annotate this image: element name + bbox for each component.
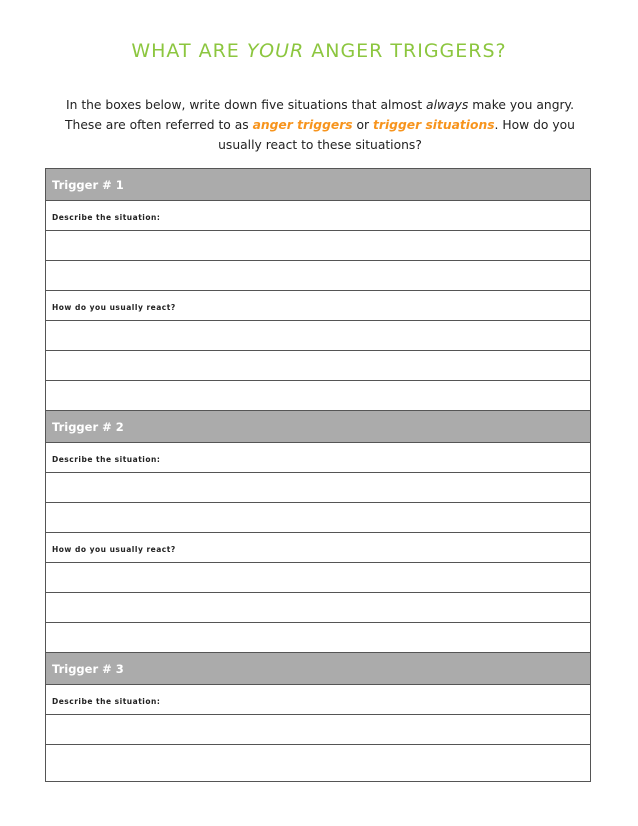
trigger-1-react-line-2[interactable] <box>46 350 590 380</box>
trigger-2-header <box>46 410 590 442</box>
trigger-2-react-line-1[interactable] <box>46 562 590 592</box>
trigger-2-react-label: How do you usually react? <box>52 545 176 554</box>
intro-text-1: In the boxes below, write down five situations that almost <box>65 98 427 112</box>
intro-text-3: or <box>352 118 374 132</box>
trigger-2-describe-label: Describe the situation: <box>52 455 161 464</box>
trigger-3-title: Trigger # 3 <box>52 662 124 676</box>
trigger-worksheet <box>45 168 591 782</box>
title-emphasis: YOUR <box>246 40 305 62</box>
trigger-3-describe-label-row <box>46 684 590 714</box>
trigger-2-react-label-row <box>46 532 590 562</box>
trigger-1-react-label: How do you usually react? <box>52 303 176 312</box>
trigger-1-describe-label-row <box>46 200 590 230</box>
trigger-2-describe-line-2[interactable] <box>46 502 590 532</box>
trigger-3-describe-line-2[interactable] <box>46 744 590 774</box>
instructions <box>55 95 585 155</box>
trigger-1-describe-line-2[interactable] <box>46 260 590 290</box>
trigger-1-react-label-row <box>46 290 590 320</box>
title-part-3: ANGER TRIGGERS? <box>304 40 507 62</box>
trigger-3-describe-label: Describe the situation: <box>52 697 161 706</box>
highlight-trigger-situations: trigger situations <box>373 118 495 132</box>
trigger-1-react-line-3[interactable] <box>46 380 590 410</box>
trigger-1-react-line-1[interactable] <box>46 320 590 350</box>
trigger-1-title: Trigger # 1 <box>52 178 124 192</box>
trigger-2-describe-label-row <box>46 442 590 472</box>
highlight-anger-triggers: anger triggers <box>252 118 353 132</box>
trigger-3-describe-line-1[interactable] <box>46 714 590 744</box>
intro-emphasis: always <box>426 98 469 112</box>
title-part-1: WHAT ARE <box>131 40 247 62</box>
trigger-2-describe-line-1[interactable] <box>46 472 590 502</box>
trigger-2-react-line-2[interactable] <box>46 592 590 622</box>
trigger-1-header <box>46 168 590 200</box>
intro-text-4: . How do you usually react to these situations? <box>218 118 575 152</box>
trigger-1-describe-line-1[interactable] <box>46 230 590 260</box>
trigger-1-describe-label: Describe the situation: <box>52 213 161 222</box>
intro-text-2: make you angry. These are often referred to as <box>65 98 574 132</box>
trigger-2-react-line-3[interactable] <box>46 622 590 652</box>
trigger-2-title: Trigger # 2 <box>52 420 124 434</box>
page-title <box>0 40 638 62</box>
trigger-3-header <box>46 652 590 684</box>
